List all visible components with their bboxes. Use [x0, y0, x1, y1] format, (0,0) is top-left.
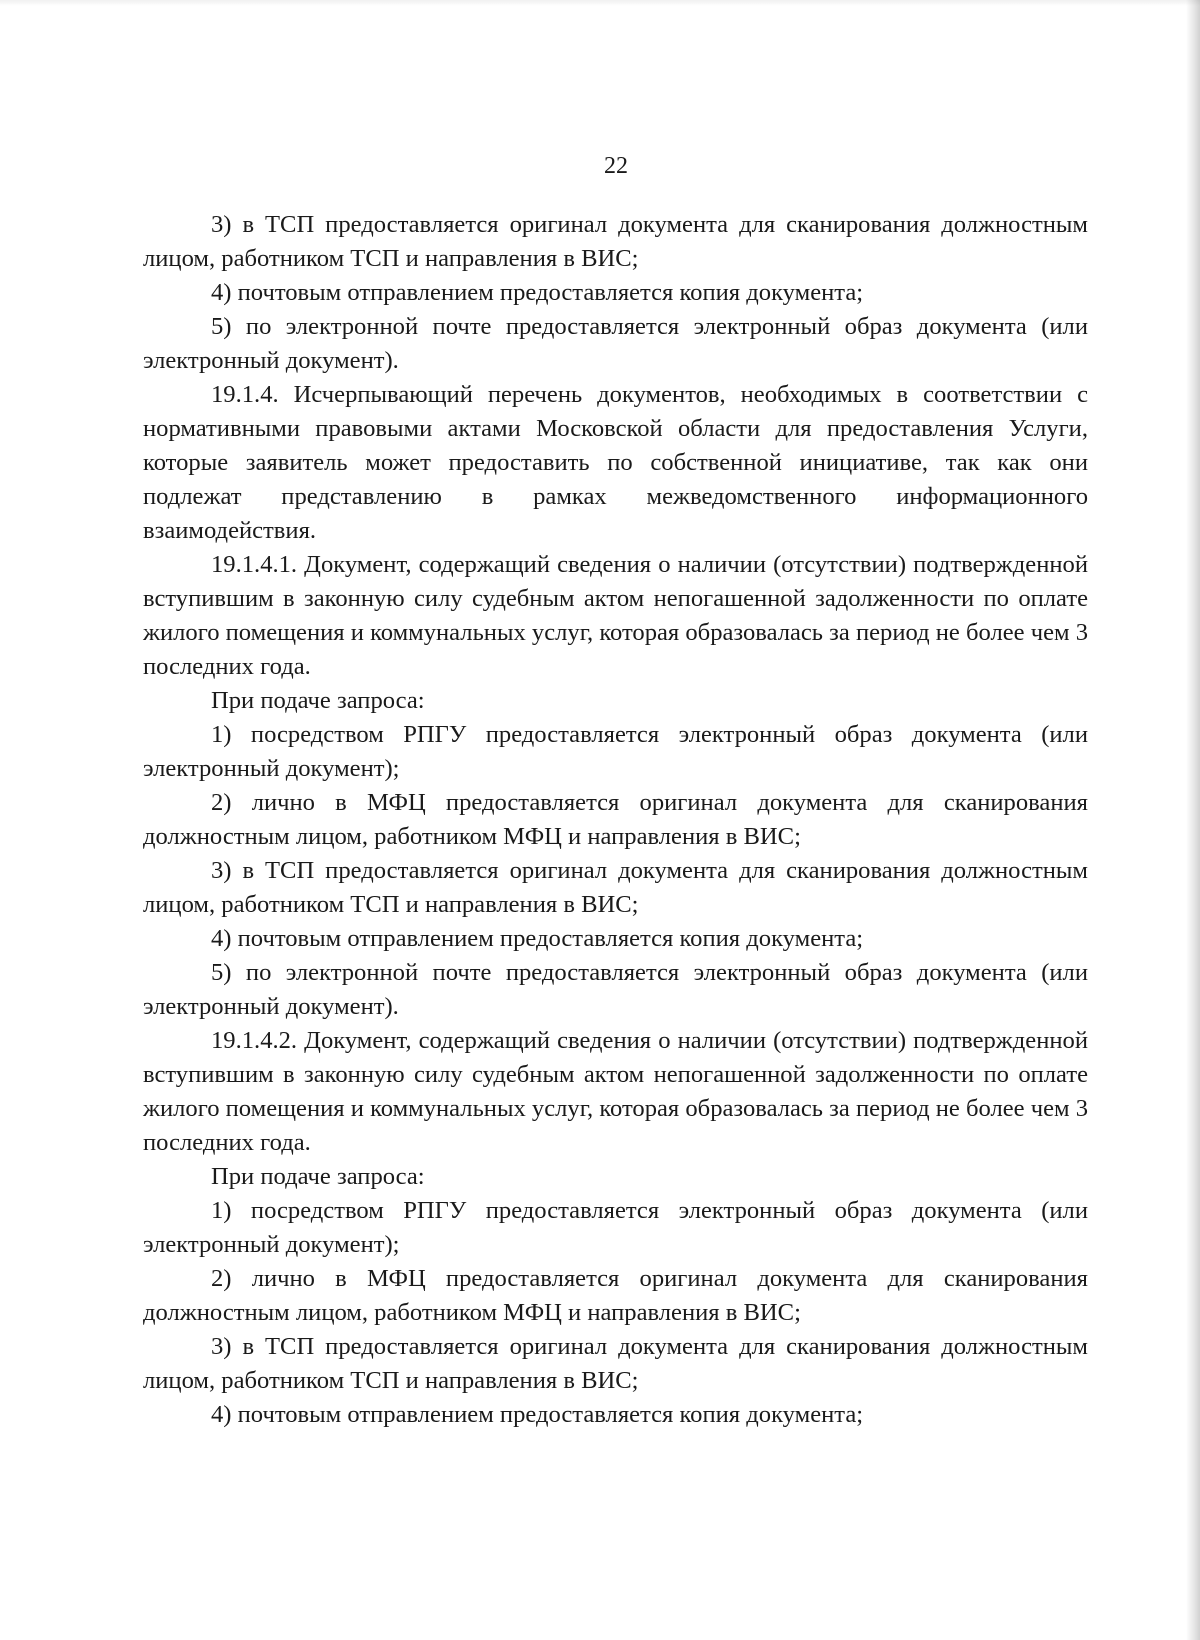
page-number: 22	[604, 153, 628, 179]
paragraph-section-19-1-4-1: 19.1.4.1. Документ, содержащий сведения о наличии (отсутствии) подтвержденной вступившим в законную силу судебным актом непогашенной задолженности по оплате жилого помещения и коммунальных услуг, которая образовалась за период не более чем 3 последних года.	[143, 551, 1088, 680]
paragraph-postal-copy: 4) почтовым отправлением предоставляется копия документа;	[211, 925, 864, 952]
paragraph-tsp-original: 3) в ТСП предоставляется оригинал документа для сканирования должностным лицом, работником ТСП и направления в ВИС;	[143, 857, 1088, 918]
paragraph-rpgu-image: 1) посредством РПГУ предоставляется электронный образ документа (или электронный документ);	[143, 721, 1088, 782]
paragraph-section-19-1-4-2: 19.1.4.2. Документ, содержащий сведения о наличии (отсутствии) подтвержденной вступившим в законную силу судебным актом непогашенной задолженности по оплате жилого помещения и коммунальных услуг, которая образовалась за период не более чем 3 последних года.	[143, 1027, 1088, 1156]
paragraph-email-image: 5) по электронной почте предоставляется электронный образ документа (или электронный документ).	[143, 313, 1088, 374]
paragraph-section-19-1-4: 19.1.4. Исчерпывающий перечень документов, необходимых в соответствии с нормативными правовыми актами Московской области для предоставления Услуги, которые заявитель может предоставить по собственной инициативе, так как они подлежат представлению в рамках межведомственного информационного взаимодействия.	[143, 381, 1088, 544]
scan-right-edge-shadow	[1186, 0, 1200, 1640]
scan-top-edge	[0, 0, 1200, 6]
paragraph-request-submission-heading: При подаче запроса:	[211, 687, 425, 714]
paragraph-rpgu-image: 1) посредством РПГУ предоставляется электронный образ документа (или электронный документ);	[143, 1197, 1088, 1258]
document-body	[143, 208, 1088, 1432]
paragraph-mfc-original: 2) лично в МФЦ предоставляется оригинал документа для сканирования должностным лицом, работником МФЦ и направления в ВИС;	[143, 1265, 1088, 1326]
paragraph-tsp-original: 3) в ТСП предоставляется оригинал документа для сканирования должностным лицом, работником ТСП и направления в ВИС;	[143, 211, 1088, 272]
paragraph-email-image: 5) по электронной почте предоставляется электронный образ документа (или электронный документ).	[143, 959, 1088, 1020]
paragraph-postal-copy: 4) почтовым отправлением предоставляется копия документа;	[211, 279, 864, 306]
paragraph-mfc-original: 2) лично в МФЦ предоставляется оригинал документа для сканирования должностным лицом, работником МФЦ и направления в ВИС;	[143, 789, 1088, 850]
paragraph-request-submission-heading: При подаче запроса:	[211, 1163, 425, 1190]
paragraph-postal-copy: 4) почтовым отправлением предоставляется копия документа;	[211, 1401, 864, 1428]
paragraph-tsp-original: 3) в ТСП предоставляется оригинал документа для сканирования должностным лицом, работником ТСП и направления в ВИС;	[143, 1333, 1088, 1394]
